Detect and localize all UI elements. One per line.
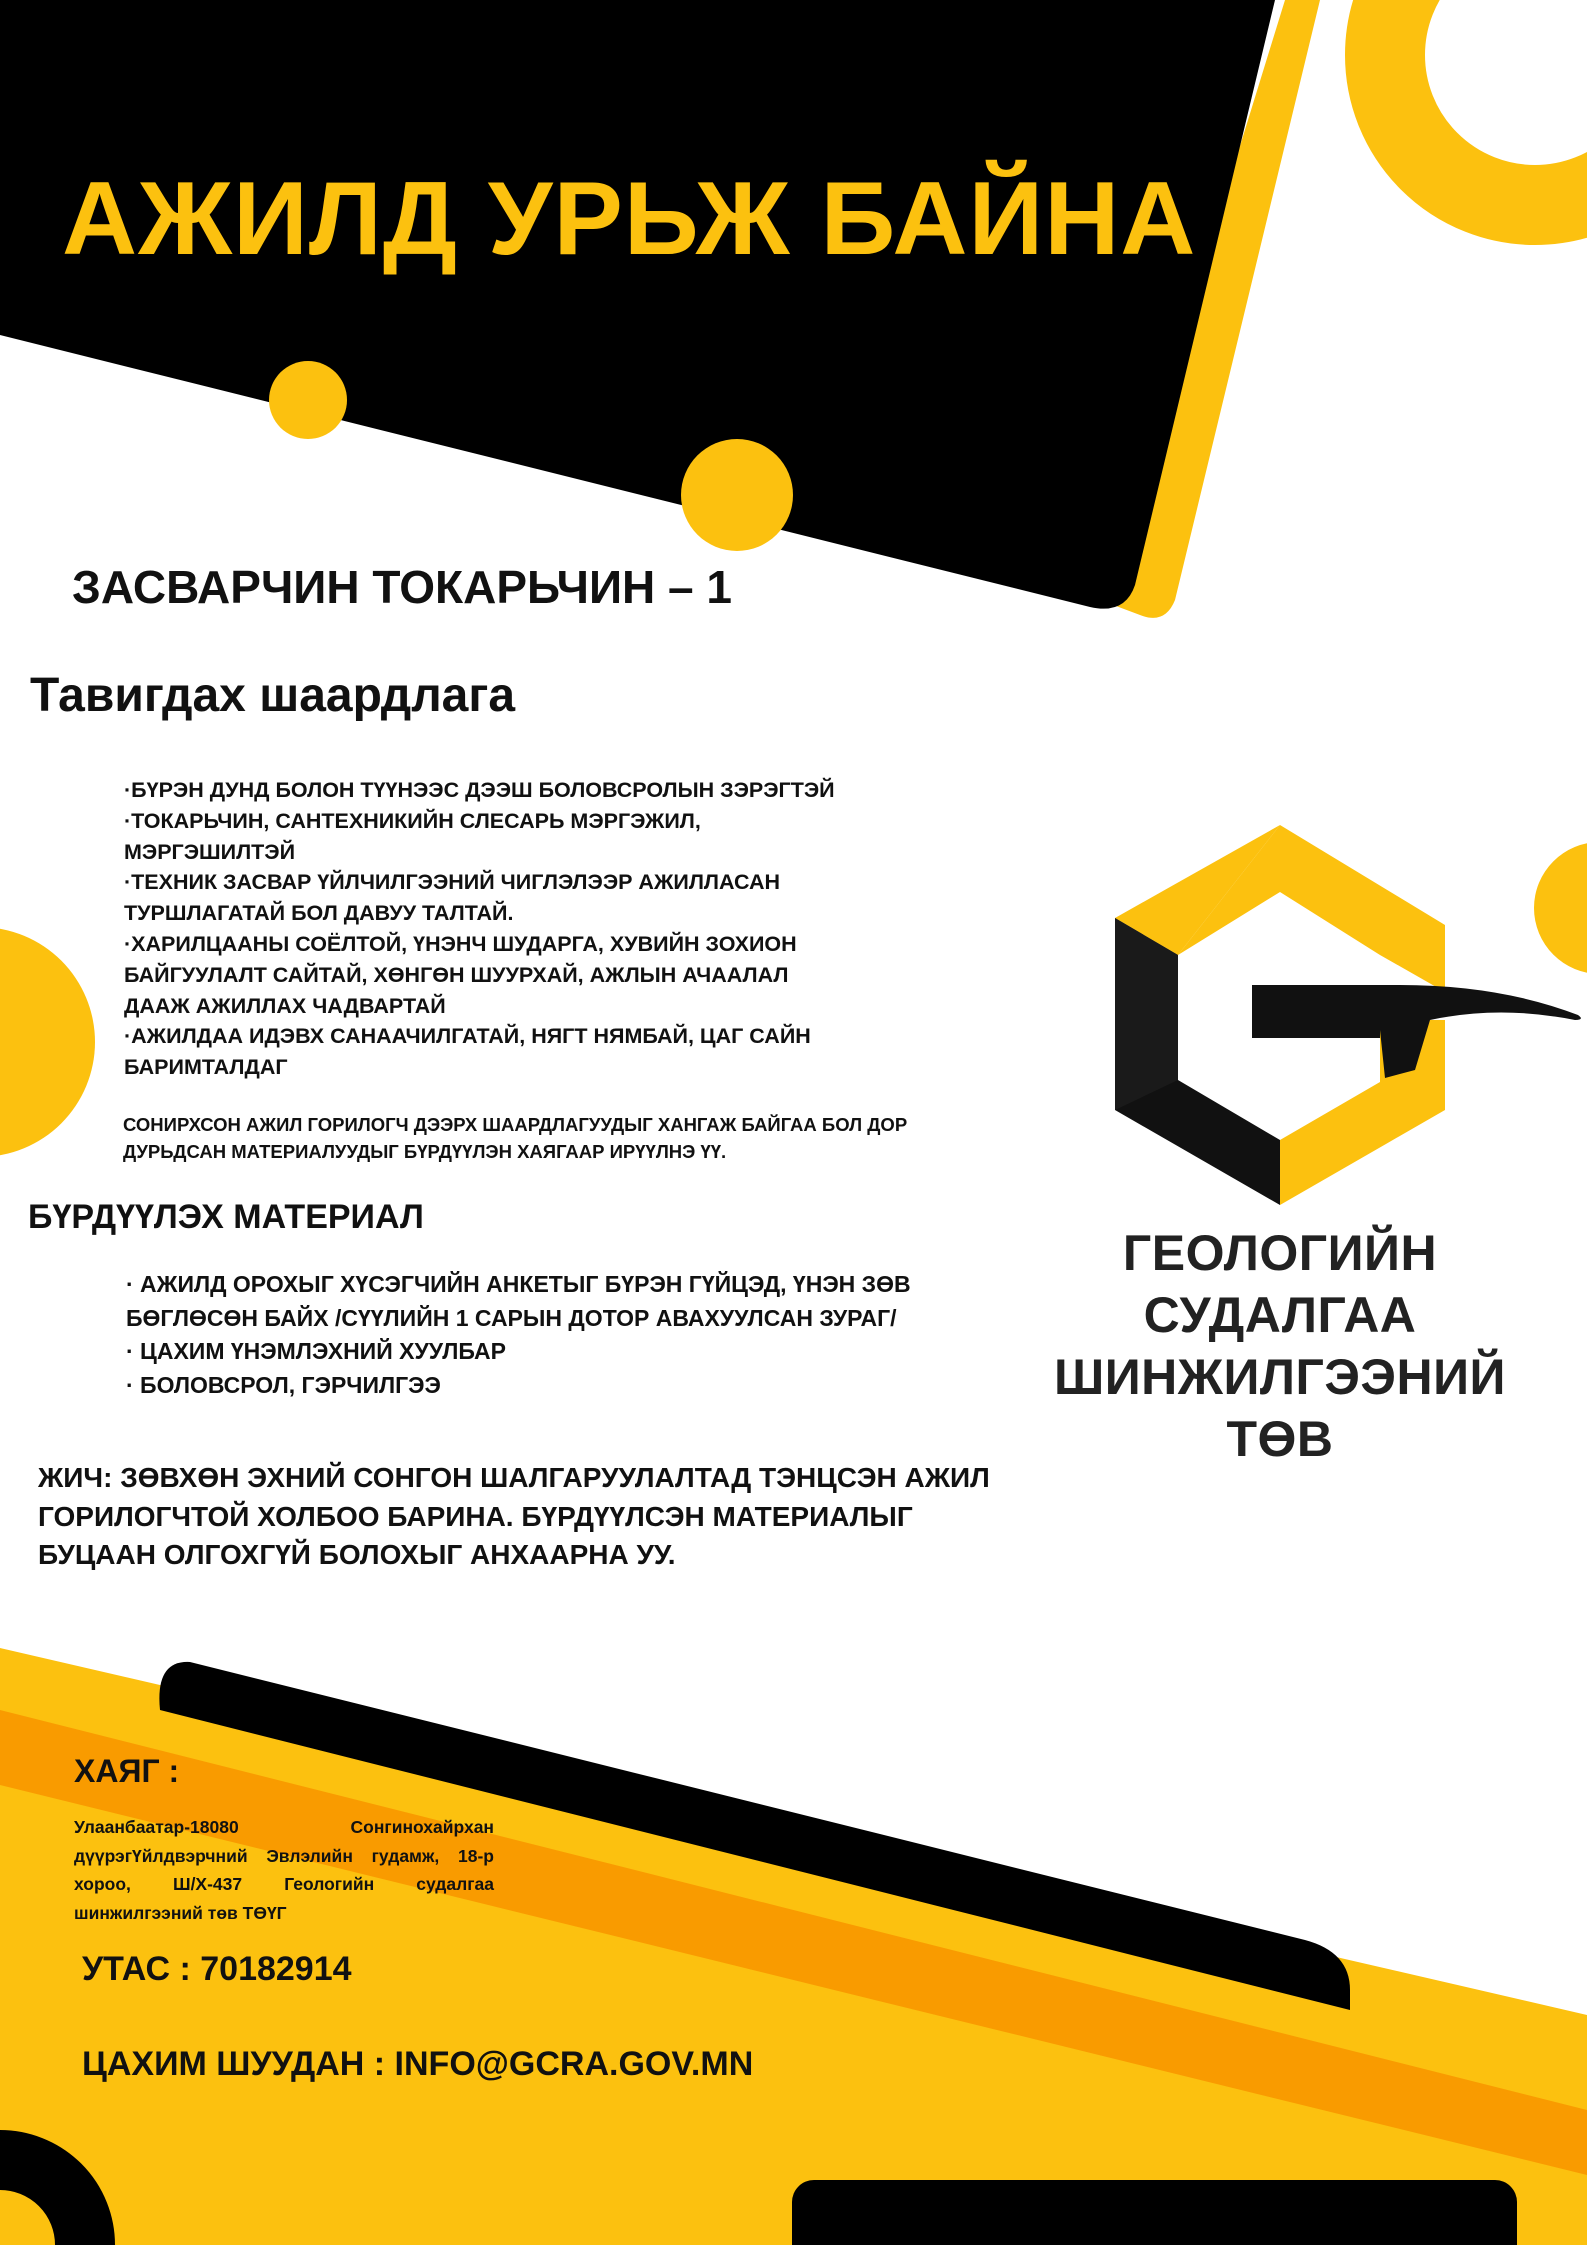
address-label: ХАЯГ : bbox=[74, 1753, 180, 1789]
requirement-item: ·ТОКАРЬЧИН, САНТЕХНИКИЙН СЛЕСАРЬ МЭРГЭЖИЛ, МЭРГЭШИЛТЭЙ bbox=[124, 808, 701, 864]
left-half-circle bbox=[0, 927, 95, 1157]
yellow-dot-small bbox=[269, 361, 347, 439]
important-note: ЖИЧ: ЗӨВХӨН ЭХНИЙ СОНГОН ШАЛГАРУУЛАЛТАД ТЭНЦСЭН АЖИЛ ГОРИЛОГЧТОЙ ХОЛБОО БАРИНА. БҮРДҮҮЛСЭН МАТЕРИАЛЫГ БУЦААН ОЛГОХГҮЙ БОЛОХЫГ АНХААРНА УУ. bbox=[38, 1462, 990, 1570]
top-black-shape bbox=[0, 0, 1275, 609]
organization-name-line2: ШИНЖИЛГЭЭНИЙ ТӨВ bbox=[1054, 1349, 1506, 1467]
hexagon-g-hammer-logo-icon bbox=[1100, 820, 1587, 1210]
requirements-heading: Тавигдах шаардлага bbox=[30, 669, 516, 722]
headline: АЖИЛД УРЬЖ БАЙНА bbox=[62, 161, 1197, 277]
requirement-item: ·ХАРИЛЦААНЫ СОЁЛТОЙ, ҮНЭНЧ ШУДАРГА, ХУВИЙН ЗОХИОН БАЙГУУЛАЛТ САЙТАЙ, ХӨНГӨН ШУУРХАЙ, АЖЛЫН АЧААЛАЛ ДААЖ АЖИЛЛАХ ЧАДВАРТАЙ bbox=[124, 931, 797, 1018]
yellow-dot-medium bbox=[681, 439, 793, 551]
position-title: ЗАСВАРЧИН ТОКАРЬЧИН – 1 bbox=[72, 561, 732, 613]
material-item: · ЦАХИМ ҮНЭМЛЭХНИЙ ХУУЛБАР bbox=[126, 1338, 506, 1364]
requirements-list bbox=[124, 775, 884, 1083]
materials-heading: БҮРДҮҮЛЭХ МАТЕРИАЛ bbox=[28, 1198, 424, 1236]
phone-number: УТАС : 70182914 bbox=[82, 1950, 352, 1988]
organization-name-line1: ГЕОЛОГИЙН СУДАЛГАА bbox=[1122, 1225, 1438, 1343]
email-address[interactable]: ЦАХИМ ШУУДАН : INFO@GCRA.GOV.MN bbox=[82, 2045, 754, 2083]
requirement-item: ·ТЕХНИК ЗАСВАР ҮЙЛЧИЛГЭЭНИЙ ЧИГЛЭЛЭЭР АЖИЛЛАСАН ТУРШЛАГАТАЙ БОЛ ДАВУУ ТАЛТАЙ. bbox=[124, 870, 781, 926]
applicant-note: СОНИРХСОН АЖИЛ ГОРИЛОГЧ ДЭЭРХ ШААРДЛАГУУДЫГ ХАНГАЖ БАЙГАА БОЛ ДОР ДУРЬДСАН МАТЕРИАЛУУДЫГ БҮРДҮҮЛЭН ХАЯГААР ИРҮҮЛНЭ ҮҮ. bbox=[123, 1114, 908, 1162]
material-item: · АЖИЛД ОРОХЫГ ХҮСЭГЧИЙН АНКЕТЫГ БҮРЭН ГҮЙЦЭД, ҮНЭН ЗӨВ БӨГЛӨСӨН БАЙХ /СҮҮЛИЙН 1 САРЫН ДОТОР АВАХУУЛСАН ЗУРАГ/ bbox=[126, 1271, 911, 1331]
requirement-item: ·АЖИЛДАА ИДЭВХ САНААЧИЛГАТАЙ, НЯГТ НЯМБАЙ, ЦАГ САЙН БАРИМТАЛДАГ bbox=[124, 1024, 811, 1080]
requirement-item: ·БҮРЭН ДУНД БОЛОН ТҮҮНЭЭС ДЭЭШ БОЛОВСРОЛЫН ЗЭРЭГТЭЙ bbox=[124, 778, 835, 802]
material-item: · БОЛОВСРОЛ, ГЭРЧИЛГЭЭ bbox=[126, 1371, 441, 1398]
materials-list bbox=[126, 1268, 986, 1402]
bottom-right-black-block bbox=[792, 2180, 1517, 2245]
organization-name bbox=[1010, 1222, 1550, 1470]
top-right-ring bbox=[1385, 0, 1587, 205]
address-text: Улаанбаатар-18080 Сонгинохайрхан дүүрэгҮйлдвэрчний Эвлэлийн гудамж, 18-р хороо, Ш/Х-437 Геологийн судалгаа шинжилгээний төв ТӨҮГ bbox=[74, 1817, 494, 1923]
